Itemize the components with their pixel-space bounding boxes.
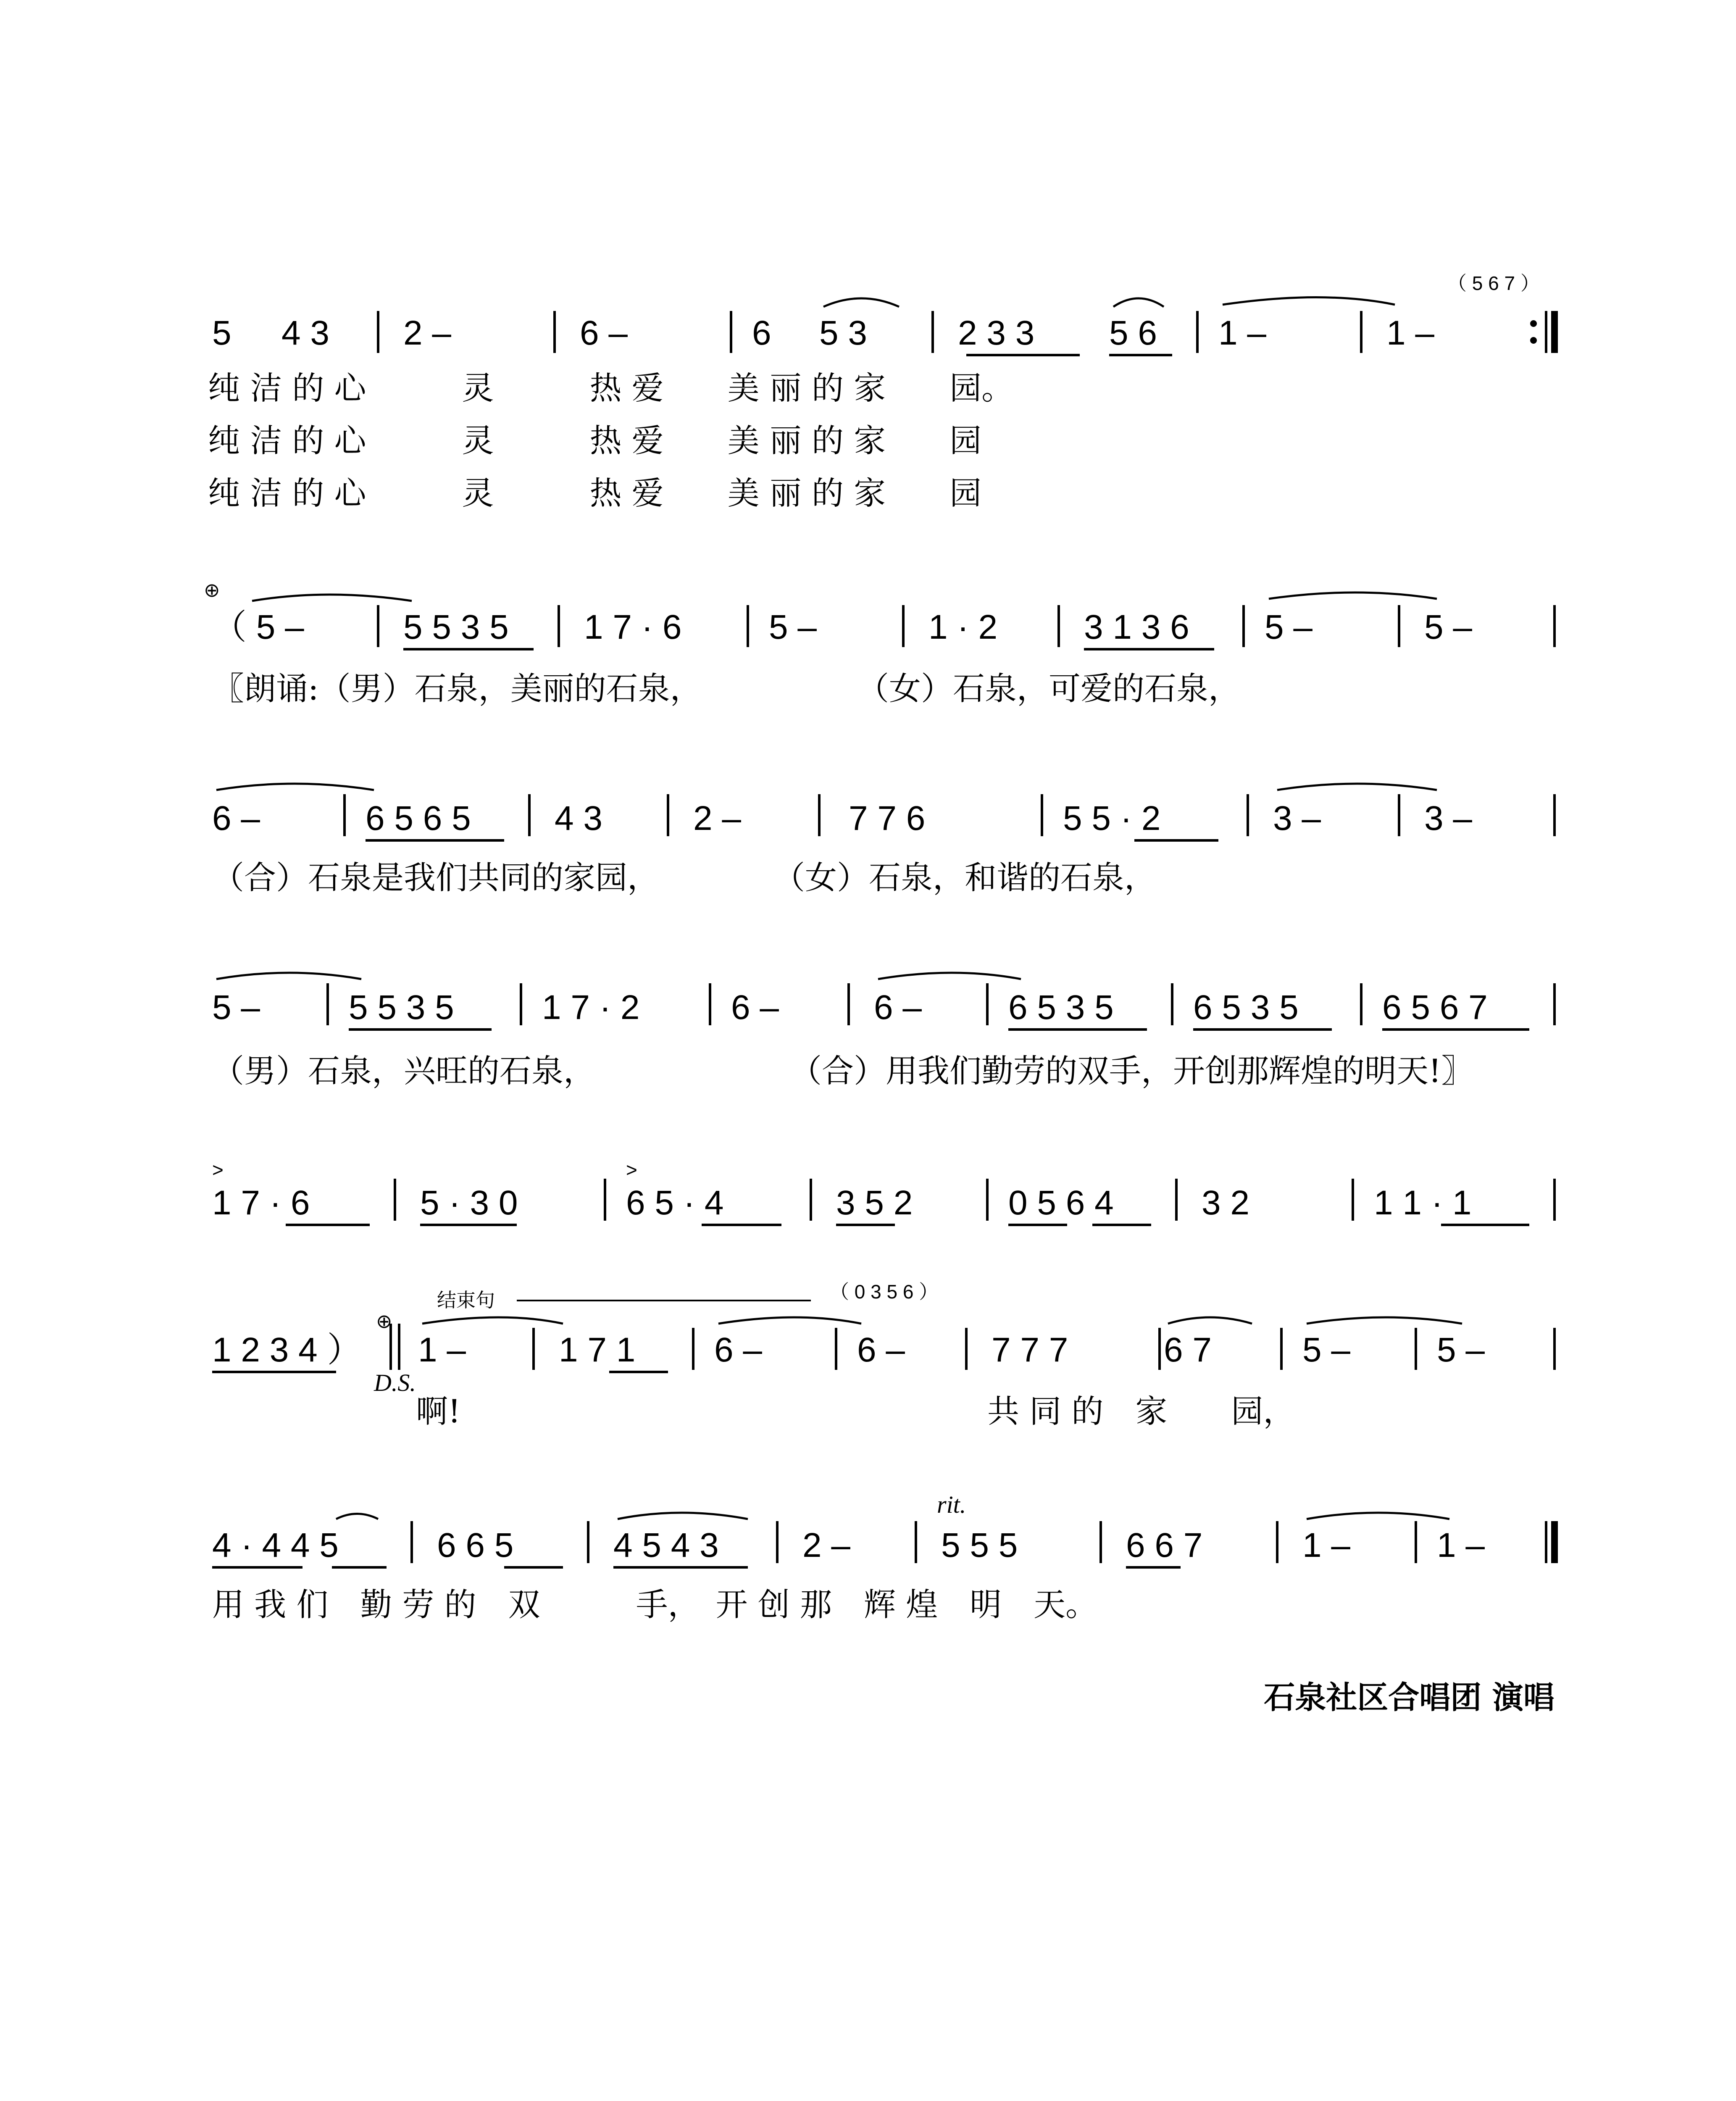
lyric-line: （合）石泉是我们共同的家园， xyxy=(212,859,659,896)
note-group: 2 – xyxy=(693,799,741,837)
lyric-line: （合）用我们勤劳的双手，开创那辉煌的明天!〗 xyxy=(790,1052,1473,1090)
note-group: 3 2 xyxy=(1202,1184,1249,1222)
note-group: 4 3 xyxy=(555,799,602,837)
note-group: 6 6 5 xyxy=(437,1526,514,1564)
note-group: 5 6 xyxy=(1109,314,1157,352)
note-group: 4 · 4 4 5 xyxy=(212,1526,339,1564)
note-group: 5 – xyxy=(1437,1331,1485,1369)
note-group: 3 1 3 6 xyxy=(1084,608,1189,646)
lyric-line: 用 我 们 勤 劳 的 双 手， 开 创 那 辉 煌 明 天。 xyxy=(212,1586,1098,1623)
tie xyxy=(1223,298,1395,305)
lyric-line: 纯 洁 的 心 灵 热 爱 美 丽 的 家 园 xyxy=(208,422,982,459)
tie xyxy=(1307,1513,1449,1519)
ending-bracket: （ 0 3 5 6 ） xyxy=(830,1281,939,1303)
tie xyxy=(422,1317,563,1324)
note-group: 5 5 3 5 xyxy=(349,988,454,1027)
system-4 xyxy=(212,973,1555,1090)
note-group: 3 5 2 xyxy=(836,1184,913,1222)
note-group: 1 – xyxy=(1218,314,1266,352)
note-group: 6 5 6 7 xyxy=(1382,988,1488,1027)
note-group: 1 – xyxy=(1437,1526,1485,1564)
note-group: 1 – xyxy=(418,1331,466,1369)
note-group: 6 7 xyxy=(1164,1331,1212,1369)
repeat-dot xyxy=(1530,320,1537,327)
slur xyxy=(1168,1317,1252,1324)
note-group: 6 5 · 4 xyxy=(626,1184,724,1222)
performer-credit: 石泉社区合唱团 演唱 xyxy=(1264,1680,1555,1716)
note-group: 6 – xyxy=(857,1331,905,1369)
tie xyxy=(1269,592,1437,599)
note-group: 1 7 1 xyxy=(559,1331,636,1369)
slur xyxy=(823,298,899,307)
tie xyxy=(718,1317,861,1324)
note-group: 3 – xyxy=(1424,799,1472,837)
note-group: 5 – xyxy=(769,608,817,646)
note-group: 5 5 · 2 xyxy=(1063,799,1161,837)
accent-mark: > xyxy=(212,1159,224,1181)
note-group: 4 3 xyxy=(281,314,329,352)
segno-mark: ⊕ xyxy=(204,579,220,601)
tie xyxy=(216,784,374,790)
note-group: （ 5 – xyxy=(212,608,304,646)
note-group: 5 5 5 xyxy=(941,1526,1018,1564)
note-group: 5 · 3 0 xyxy=(420,1184,518,1222)
note-group: 6 xyxy=(752,314,771,352)
note-group: 1 7 · 6 xyxy=(584,608,682,646)
system-6 xyxy=(212,1281,1555,1430)
tempo-mark: rit. xyxy=(937,1491,966,1518)
note-group: 6 – xyxy=(212,799,260,837)
note-group: 7 7 6 xyxy=(849,799,926,837)
note-group: 6 5 3 5 xyxy=(1193,988,1299,1027)
note-group: 5 xyxy=(212,314,231,352)
note-group: 6 5 6 5 xyxy=(366,799,471,837)
ending-label: 结束句 xyxy=(437,1289,495,1311)
lyric-line: （女）石泉，和谐的石泉， xyxy=(773,859,1156,896)
slur xyxy=(1113,298,1164,307)
repeat-dot xyxy=(1530,337,1537,344)
note-group: 5 5 3 5 xyxy=(403,608,509,646)
note-group: 0 5 6 4 xyxy=(1008,1184,1114,1222)
note-group: 1 – xyxy=(1386,314,1434,352)
note-group: 5 – xyxy=(212,988,260,1027)
tie xyxy=(1307,1317,1462,1324)
note-group: 2 3 3 xyxy=(958,314,1035,352)
note-group: 6 – xyxy=(731,988,779,1027)
note-group: 7 7 7 xyxy=(992,1331,1068,1369)
lyric-line: 啊! xyxy=(416,1393,461,1430)
tie xyxy=(252,595,412,601)
note-group: 1 7 · 6 xyxy=(212,1184,310,1222)
system-1 xyxy=(208,272,1555,512)
tie xyxy=(1277,784,1437,790)
note-group: 3 – xyxy=(1273,799,1321,837)
ds-mark: D.S. xyxy=(374,1369,416,1396)
note-group: 5 – xyxy=(1424,608,1472,646)
note-group: 2 – xyxy=(802,1526,850,1564)
note-group: 2 – xyxy=(403,314,451,352)
note-group: 1 7 · 2 xyxy=(542,988,640,1027)
tie xyxy=(216,973,361,979)
note-group: 1 1 · 1 xyxy=(1374,1184,1472,1222)
system-7 xyxy=(212,1491,1555,1623)
note-group: 6 6 7 xyxy=(1126,1526,1203,1564)
note-group: 5 3 xyxy=(819,314,867,352)
system-3 xyxy=(212,784,1555,896)
note-group: 1 – xyxy=(1302,1526,1350,1564)
slur xyxy=(336,1514,378,1519)
note-group: 6 – xyxy=(580,314,628,352)
note-group: 5 – xyxy=(1265,608,1313,646)
lyric-line: 共 同 的 家 园， xyxy=(987,1393,1295,1430)
accent-mark: > xyxy=(626,1159,637,1181)
intro-bracket: （ 5 6 7 ） xyxy=(1447,272,1540,294)
note-group: 1 · 2 xyxy=(928,608,998,646)
note-group: 6 5 3 5 xyxy=(1008,988,1114,1027)
note-group: 1 2 3 4 ） xyxy=(212,1331,362,1369)
note-group: 6 – xyxy=(874,988,922,1027)
segno-mark: ⊕ xyxy=(376,1310,392,1332)
slur xyxy=(618,1513,748,1519)
system-2 xyxy=(204,579,1555,707)
lyric-line: （男）石泉，兴旺的石泉， xyxy=(212,1052,595,1090)
note-group: 6 – xyxy=(714,1331,762,1369)
note-group: 4 5 4 3 xyxy=(613,1526,719,1564)
lyric-line: 〖朗诵:（男）石泉，美丽的石泉， xyxy=(212,670,702,707)
lyric-line: （女）石泉，可爱的石泉， xyxy=(857,670,1240,707)
tie xyxy=(878,973,1021,979)
system-5 xyxy=(212,1159,1555,1225)
lyric-line: 纯 洁 的 心 灵 热 爱 美 丽 的 家 园 xyxy=(208,474,982,512)
lyric-line: 纯 洁 的 心 灵 热 爱 美 丽 的 家 园。 xyxy=(208,369,1014,407)
note-group: 5 – xyxy=(1302,1331,1350,1369)
